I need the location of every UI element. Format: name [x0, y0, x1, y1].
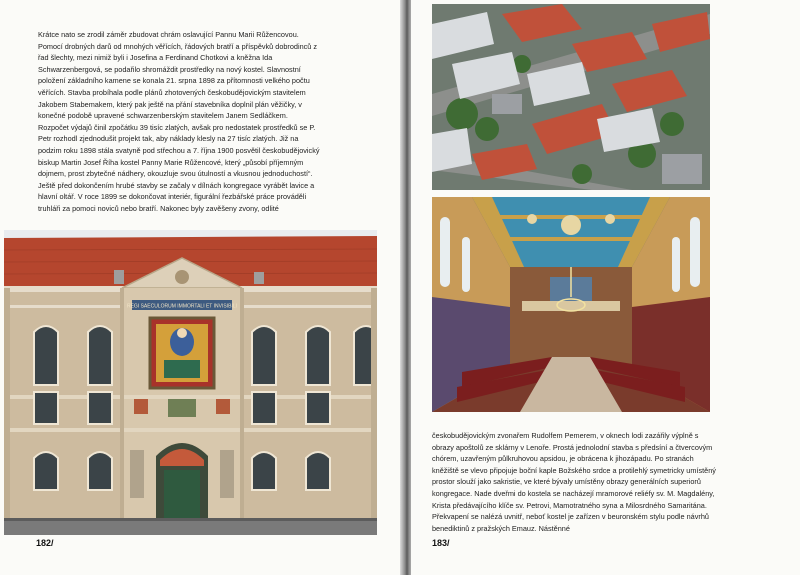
page-number-right: 183/: [432, 538, 450, 548]
left-page-paragraph: Krátce nato se zrodil záměr zbudovat chrám oslavující Pannu Marii Růžencovou. Pomocí drobných darů od mnohých věřících, řádových bratří a příspěvků dobrodinců z řad šlechty, mezi nimiž byli i Josefina a Ferdinand Chotkovi a kněžna Ida Schwarzenbergová, se podařilo shromáždit prostředky na nový kostel. Slavnostní položení základního kamene se konala 21. srpna 1898 za přítomnosti velkého počtu věřících. Stavba probíhala podle plánů zhotovených českobudějovickým stavitelem Jakobem Stabemakem, který pak ještě na přání stavebníka doplnil plán věžičky, v konečné podobě upravené schwarzenberským stavitelem Janem Sedláčkem. Rozpočet výdajů činil zpočátku 39 tisíc zlatých, avšak pro nedostatek prostředků se P. Petr rozhodl zjednodušit projekt tak, aby náklady klesly na 27 tisíc zlatých. Již na podzim roku 1898 stála svatyně pod střechou a 7. října 1900 posvětil českobudějovický biskup Martin Josef Říha kostel Panny Marie Růžencové, který „působí příjemným dojmem, prost zbytečné nádhery, okouzluje svou útulností a vkusnou jednoduchostí“. Ještě před dokončením hrubé stavby se začaly v dílnách kongregace vyrábět lavice a hlavní oltář. V roce 1899 se dokončovat interiér, figurální řezbářské práce prováděli truhláři za pomoci noviců nebo bratří. Nakonec byly zavěšeny zvony, odlité: [38, 30, 320, 213]
right-page-paragraph: českobudějovickým zvonařem Rudolfem Pemerem, v oknech lodi zazářily výplně s obrazy apoštolů ze sklárny v Lenoře. Prostá jednolodní stavba s předsíní a čtvercovým chórem, uzavřeným půlkruhovou apsidou, je obrácena k jihozápadu. Po stranách kněžiště se vlevo připojuje boční kaple Božského srdce a protilehlý symetricky umístěný prostor slouží jako sakristie, ve které bývaly umístěny obrazy generálních superiorů kongregace. Nade dveřmi do kostela se nacházejí mramorové reliéfy sv. M. Magdalény, Krista předávajícího klíče sv. Petrovi, Mamotratného syna a Milosrdného Samaritána. Překvapení se nalézá uvnitř, neboť kostel je zařízen v beuronském stylu podle návrhů benediktinů z pražských Emauz. Nástěnné: [432, 431, 716, 533]
page-number-left: 182/: [36, 538, 54, 548]
facade-inscription: REGI SAECULORUM IMMORTALI ET INVISIBILI: [126, 303, 238, 310]
church-interior-photo: [432, 197, 710, 412]
aerial-city-photo: [432, 4, 710, 190]
church-facade-photo: [4, 230, 377, 535]
